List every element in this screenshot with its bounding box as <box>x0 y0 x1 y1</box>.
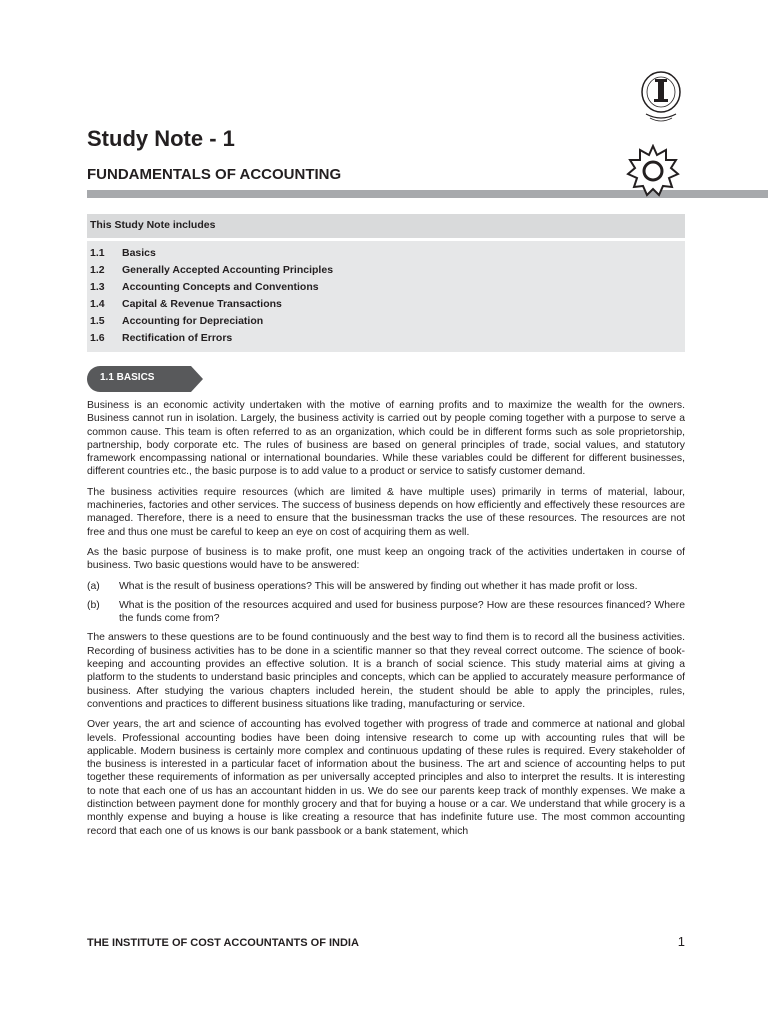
list-item: 1.5 Accounting for Depreciation <box>90 315 264 327</box>
paragraph: Business is an economic activity undertaken with the motive of earning profits and to maximize the wealth for the owners. Business cannot run in isolation. Largely, the business activity is carried out by people coming together with a purpose to serve a common cause. This team is often referred to as an organization, which could be in different forms such as sole proprietorship, partnership, body corporate etc. The rules of business are based on general principles of trade, social values, and statutory framework encompassing national or international boundaries. While these variables could be different for different businesses, different countries etc., the basic purpose is to add value to a product or service to satisfy customer demand. <box>87 400 685 478</box>
list-item: 1.6 Rectification of Errors <box>90 332 233 344</box>
contents-heading: This Study Note includes <box>87 214 685 238</box>
contents-list <box>87 241 685 352</box>
page-subtitle: FUNDAMENTALS OF ACCOUNTING <box>87 166 342 183</box>
gear-icon <box>626 144 680 198</box>
footer-organization: THE INSTITUTE OF COST ACCOUNTANTS OF INDIA <box>87 937 359 949</box>
paragraph: The answers to these questions are to be found continuously and the best way to find them is to record all the business activities. Recording of business activities has to be done in a scientific manner so that they reveal correct outcome. The science of book-keeping and accounting provides an effective solution. It is a branch of social science. This study material aims at giving a platform to the students to understand basic principles and concepts, which can be applied to accurately measure performance of business. After studying the various chapters included herein, the student should be able to apply the principles, rules, conventions and practices to different business situations like trading, manufacturing or service. <box>87 632 685 710</box>
paragraph: As the basic purpose of business is to make profit, one must keep an ongoing track of the activities undertaken in course of business. Two basic questions would have to be answered: <box>87 546 685 572</box>
institute-emblem-icon <box>638 70 684 130</box>
page-title: Study Note - 1 <box>87 126 235 151</box>
list-item: (b) What is the position of the resources acquired and used for business purpose? How are these resources financed? Where the funds come from? <box>87 599 685 625</box>
list-item: (a) What is the result of business operations? This will be answered by finding out whether it has made profit or loss. <box>87 580 638 592</box>
list-item: 1.1 Basics <box>90 247 156 259</box>
paragraph: The business activities require resources (which are limited & have multiple uses) primarily in terms of material, labour, machineries, factories and other services. The success of business depends on how efficiently and effectively these resources are managed. Therefore, there is a need to ensure that the businessman tracks the use of these resources. The resources are not free and thus one must be careful to keep an eye on cost of acquiring them as well. <box>87 486 685 538</box>
list-item: 1.3 Accounting Concepts and Conventions <box>90 281 319 293</box>
paragraph: Over years, the art and science of accounting has evolved together with progress of trade and commerce at national and global levels. Professional accounting bodies have been doing intensive research to come up with accounting rules that will be applicable. Modern business is certainly more complex and continuous updating of these rules is required. Every stakeholder of the business is interested in a particular facet of information about the business. The art and science of accounting helps to put together these requirements of information as per universally accepted principles and also to interpret the results. It is interesting to note that each one of us has an accountant hidden in us. We do see our parents keep track of monthly expenses. We make a distinction between payment done for monthly grocery and that for buying a house or a car. We understand that while grocery is a monthly expense and buying a house is like creating a resource that has indefinite future use. The most common accounting record that each one of us knows is our bank passbook or a bank statement, which <box>87 719 685 837</box>
page-number: 1 <box>677 934 685 949</box>
section-body <box>87 399 685 845</box>
page-footer <box>87 934 685 949</box>
section-heading: 1.1 BASICS <box>100 372 155 383</box>
section-heading-tag <box>87 366 203 392</box>
list-item: 1.2 Generally Accepted Accounting Principles <box>90 264 334 276</box>
list-item: 1.4 Capital & Revenue Transactions <box>90 298 282 310</box>
contents-box <box>87 214 685 352</box>
